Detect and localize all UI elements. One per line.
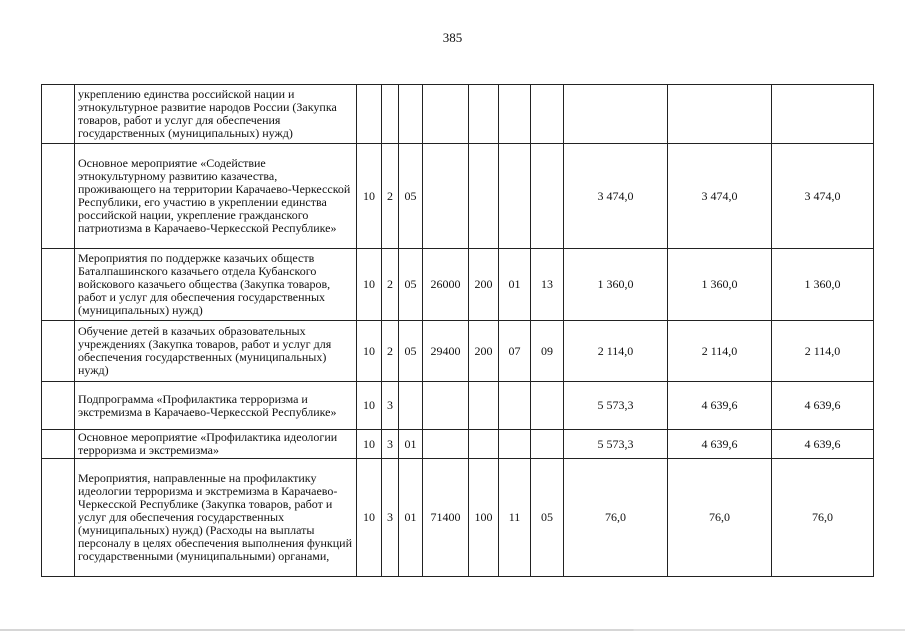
row-number-cell <box>42 144 75 249</box>
row-number-cell <box>42 85 75 144</box>
amount-year-1 <box>564 85 668 144</box>
code-program: 01 <box>399 459 423 577</box>
row-number-cell <box>42 459 75 577</box>
code-subsection-2: 05 <box>531 459 564 577</box>
amount-year-2: 3 474,0 <box>668 144 772 249</box>
code-expense-type: 200 <box>469 321 499 382</box>
code-section-2 <box>499 382 531 430</box>
code-subsection-2 <box>531 430 564 459</box>
code-subsection <box>382 85 399 144</box>
code-subsection: 3 <box>382 382 399 430</box>
scan-edge-line <box>0 629 905 631</box>
code-direction: 29400 <box>423 321 469 382</box>
amount-year-2: 4 639,6 <box>668 382 772 430</box>
code-section: 10 <box>357 321 382 382</box>
code-program: 05 <box>399 321 423 382</box>
code-subsection-2 <box>531 85 564 144</box>
amount-year-3: 4 639,6 <box>772 382 874 430</box>
amount-year-1: 5 573,3 <box>564 382 668 430</box>
code-section-2: 01 <box>499 249 531 321</box>
page-number: 385 <box>442 30 463 45</box>
row-name: Обучение детей в казачьих образовательных учреждениях (Закупка товаров, работ и услуг для обеспечения государственных (муниципальных) нужд) <box>75 321 357 382</box>
code-subsection: 3 <box>382 430 399 459</box>
code-subsection-2: 13 <box>531 249 564 321</box>
code-expense-type <box>469 85 499 144</box>
table-row <box>42 144 874 249</box>
amount-year-1: 2 114,0 <box>564 321 668 382</box>
code-subsection-2 <box>531 144 564 249</box>
code-program <box>399 382 423 430</box>
code-expense-type: 100 <box>469 459 499 577</box>
code-expense-type <box>469 144 499 249</box>
amount-year-3: 76,0 <box>772 459 874 577</box>
row-name: укреплению единства российской нации и этнокультурное развитие народов России (Закупка товаров, работ и услуг для обеспечения государственных (муниципальных) нужд) <box>75 85 357 144</box>
code-program: 05 <box>399 249 423 321</box>
amount-year-1: 76,0 <box>564 459 668 577</box>
row-number-cell <box>42 430 75 459</box>
table-row <box>42 430 874 459</box>
row-name: Мероприятия, направленные на профилактику идеологии терроризма и экстремизма в Карачаево-Черкесской Республике (Закупка товаров, работ и услуг для обеспечения государственных (муниципальных) нужд) (Расходы на выплаты персоналу в целях обеспечения выполнения функций государственными (муниципальными) органами, <box>75 459 357 577</box>
code-expense-type <box>469 430 499 459</box>
code-section: 10 <box>357 249 382 321</box>
code-direction: 26000 <box>423 249 469 321</box>
code-section-2 <box>499 430 531 459</box>
code-direction <box>423 85 469 144</box>
amount-year-3: 2 114,0 <box>772 321 874 382</box>
amount-year-2 <box>668 85 772 144</box>
amount-year-3 <box>772 85 874 144</box>
code-section: 10 <box>357 459 382 577</box>
amount-year-1: 5 573,3 <box>564 430 668 459</box>
code-direction: 71400 <box>423 459 469 577</box>
code-expense-type: 200 <box>469 249 499 321</box>
code-program <box>399 85 423 144</box>
code-section: 10 <box>357 382 382 430</box>
amount-year-1: 1 360,0 <box>564 249 668 321</box>
code-section-2: 11 <box>499 459 531 577</box>
row-name: Основное мероприятие «Содействие этнокультурному развитию казачества, проживающего на территории Карачаево-Черкесской Республики, его участию в укреплении единства российской нации, укрепление гражданского патриотизма в Карачаево-Черкесской Республике» <box>75 144 357 249</box>
code-section: 10 <box>357 430 382 459</box>
amount-year-3: 4 639,6 <box>772 430 874 459</box>
code-section <box>357 85 382 144</box>
code-expense-type <box>469 382 499 430</box>
code-program: 01 <box>399 430 423 459</box>
amount-year-2: 76,0 <box>668 459 772 577</box>
amount-year-2: 4 639,6 <box>668 430 772 459</box>
amount-year-2: 1 360,0 <box>668 249 772 321</box>
code-section-2: 07 <box>499 321 531 382</box>
code-subsection-2: 09 <box>531 321 564 382</box>
code-section-2 <box>499 144 531 249</box>
table-row <box>42 459 874 577</box>
row-number-cell <box>42 249 75 321</box>
table-row <box>42 85 874 144</box>
code-subsection-2 <box>531 382 564 430</box>
code-subsection: 3 <box>382 459 399 577</box>
row-name: Основное мероприятие «Профилактика идеологии терроризма и экстремизма» <box>75 430 357 459</box>
table-row <box>42 321 874 382</box>
code-subsection: 2 <box>382 144 399 249</box>
code-direction <box>423 382 469 430</box>
amount-year-3: 1 360,0 <box>772 249 874 321</box>
table-row <box>42 382 874 430</box>
row-name: Мероприятия по поддержке казачьих обществ Баталпашинского казачьего отдела Кубанского войскового казачьего общества (Закупка товаров, работ и услуг для обеспечения государственных (муниципальных) нужд) <box>75 249 357 321</box>
code-direction <box>423 144 469 249</box>
code-subsection: 2 <box>382 321 399 382</box>
amount-year-3: 3 474,0 <box>772 144 874 249</box>
amount-year-1: 3 474,0 <box>564 144 668 249</box>
budget-table <box>41 84 874 577</box>
code-subsection: 2 <box>382 249 399 321</box>
code-section-2 <box>499 85 531 144</box>
code-program: 05 <box>399 144 423 249</box>
row-name: Подпрограмма «Профилактика терроризма и экстремизма в Карачаево-Черкесской Республике» <box>75 382 357 430</box>
amount-year-2: 2 114,0 <box>668 321 772 382</box>
code-section: 10 <box>357 144 382 249</box>
code-direction <box>423 430 469 459</box>
row-number-cell <box>42 321 75 382</box>
row-number-cell <box>42 382 75 430</box>
table-row <box>42 249 874 321</box>
